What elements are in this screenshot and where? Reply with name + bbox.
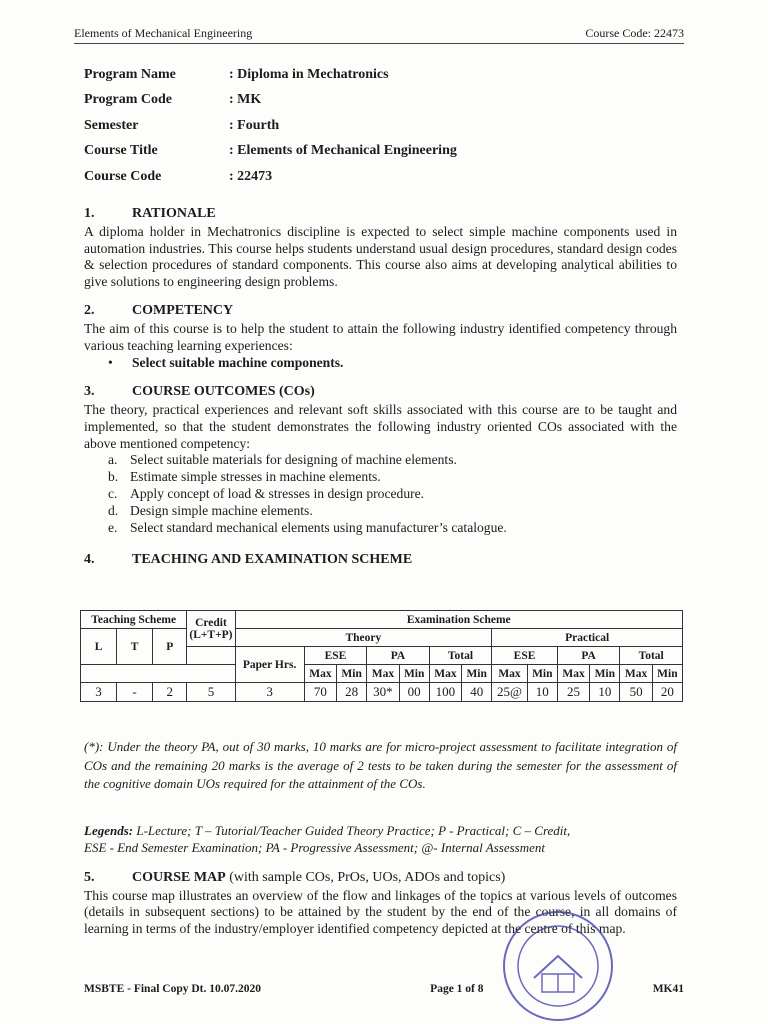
info-label: Course Title [84,143,158,159]
min-header: Min [527,665,557,683]
section-number: 1. [84,206,95,221]
theory-pa-header: PA [367,647,430,665]
info-label: Program Name [84,66,176,82]
page-footer [84,983,684,995]
program-info [84,62,457,190]
main-content [84,206,677,570]
legend-line-1 [84,822,684,839]
section-title: RATIONALE [132,206,216,221]
item-text: Design simple machine elements. [130,502,313,518]
scheme-table [80,610,683,702]
value-cell: 10 [527,683,557,702]
item-letter: e. [108,519,118,535]
practical-pa-header: PA [557,647,620,665]
practical-total-header: Total [620,647,683,665]
max-header: Max [492,665,527,683]
value-cell: 3 [235,683,304,702]
spacer-cell [81,665,236,683]
info-row [84,113,457,139]
credit-header: Credit (L+T+P) [187,611,235,647]
section-title: COMPETENCY [132,302,234,318]
section-number: 2. [84,302,95,318]
section-rationale [84,206,677,291]
section-number: 4. [84,552,95,568]
course-map-text: This course map illustrates an overview of the flow and linkages of the topics at various levels of outcomes (details in subsequent sections) to be attained by the student by the end of the course, in all domains of learning in terms of the industry/employer identified competency depicted at the centre of this map. [84,887,677,936]
theory-pa-note: (*): Under the theory PA, out of 30 marks, 10 marks are for micro-project assessment to facilitate integration of COs and the remaining 20 marks is the average of 2 tests to be taken during the semester for the assessment of the cognitive domain UOs required for the attainment of the COs. [84,739,677,791]
page-header [74,26,684,44]
info-row [84,62,457,88]
header-course-name: Elements of Mechanical Engineering [74,26,253,40]
min-header: Min [462,665,492,683]
max-header: Max [557,665,589,683]
max-header: Max [429,665,461,683]
value-cell: 70 [304,683,336,702]
item-letter: d. [108,502,119,518]
teaching-scheme-header: Teaching Scheme [81,611,187,629]
info-value: : MK [229,92,262,108]
max-header: Max [304,665,336,683]
max-header: Max [367,665,399,683]
value-cell: 100 [429,683,461,702]
item-letter: c. [108,485,118,501]
table-row [81,665,683,683]
credit-spacer [187,647,235,665]
info-value: : Fourth [229,117,280,133]
section-title-suffix: (with sample COs, PrOs, UOs, ADOs and topics) [229,870,506,885]
value-cell: 00 [399,683,429,702]
legend-label: Legends: [84,823,134,838]
info-label: Course Code [84,168,162,184]
section-title: COURSE OUTCOMES (COs) [132,384,315,400]
value-cell: 2 [153,683,187,702]
info-value: : Diploma in Mechatronics [229,66,389,82]
list-item [108,452,677,469]
info-row [84,88,457,114]
info-row [84,164,457,190]
section-heading [84,303,677,320]
section-heading [84,384,677,401]
list-item [108,486,677,503]
theory-header: Theory [235,629,492,647]
practical-header: Practical [492,629,683,647]
col-T: T [117,629,153,665]
section-competency [84,303,677,372]
footer-copy: MSBTE - Final Copy Dt. 10.07.2020 [84,983,261,995]
footer-page-number: Page 1 of 8 [430,983,484,995]
outcomes-list [84,452,677,536]
max-header: Max [620,665,652,683]
rationale-text: A diploma holder in Mechatronics discipline is expected to select simple machine components used in automation industries. This course helps students understand usual design procedures, standard design codes & selection procedures of standard components. This course also aims at developing analytical abilities to give solutions to engineering design problems. [84,223,677,290]
col-P: P [153,629,187,665]
outcomes-text: The theory, practical experiences and relevant soft skills associated with this course are to be taught and implemented, so that the student demonstrates the following industry oriented COs associated with the above mentioned competency: [84,401,677,451]
value-cell: 5 [187,683,235,702]
item-letter: a. [108,452,118,468]
section-title: TEACHING AND EXAMINATION SCHEME [132,552,413,568]
item-text: Select standard mechanical elements using manufacturer’s catalogue. [130,519,507,535]
info-label: Semester [84,117,139,133]
list-item [108,520,677,537]
section-title: COURSE MAP [132,870,226,885]
value-cell: - [117,683,153,702]
section-outcomes [84,384,677,536]
section-number: 5. [84,870,95,885]
value-cell: 30* [367,683,399,702]
list-item [108,469,677,486]
header-course-code: Course Code: 22473 [585,26,684,40]
value-cell: 28 [337,683,367,702]
exam-scheme-header: Examination Scheme [235,611,683,629]
competency-text: The aim of this course is to help the student to attain the following industry identified competency through various teaching learning experiences: [84,320,677,353]
institution-seal-stamp [500,908,616,1024]
value-cell: 50 [620,683,652,702]
paper-hrs-header: Paper Hrs. [235,647,304,683]
item-text: Estimate simple stresses in machine elements. [130,469,381,485]
list-item [108,503,677,520]
info-value: : Elements of Mechanical Engineering [229,143,457,159]
value-cell: 3 [81,683,117,702]
table-row [81,683,683,702]
item-letter: b. [108,469,119,485]
min-header: Min [652,665,682,683]
min-header: Min [590,665,620,683]
item-text: Select suitable materials for designing of machine elements. [130,452,457,468]
min-header: Min [337,665,367,683]
competency-bullet: • Select suitable machine components. [84,355,677,372]
table-row [81,629,683,647]
legend-text: L-Lecture; T – Tutorial/Teacher Guided Theory Practice; P - Practical; C – Credit, [136,823,571,838]
value-cell: 10 [590,683,620,702]
item-text: Apply concept of load & stresses in design procedure. [130,485,425,501]
value-cell: 25@ [492,683,527,702]
section-number: 3. [84,384,95,400]
min-header: Min [399,665,429,683]
legend-line-2: ESE - End Semester Examination; PA - Progressive Assessment; @- Internal Assessment [84,840,545,855]
col-L: L [81,629,117,665]
value-cell: 25 [557,683,589,702]
theory-total-header: Total [429,647,492,665]
legend [84,822,684,856]
theory-ese-header: ESE [304,647,367,665]
info-row [84,139,457,165]
value-cell: 40 [462,683,492,702]
practical-ese-header: ESE [492,647,558,665]
section-heading [84,206,677,223]
footer-code: MK41 [652,983,684,995]
info-value: : 22473 [229,168,273,184]
info-label: Program Code [84,92,172,108]
section-heading [84,870,677,887]
section-heading-scheme [84,552,677,569]
value-cell: 20 [652,683,682,702]
